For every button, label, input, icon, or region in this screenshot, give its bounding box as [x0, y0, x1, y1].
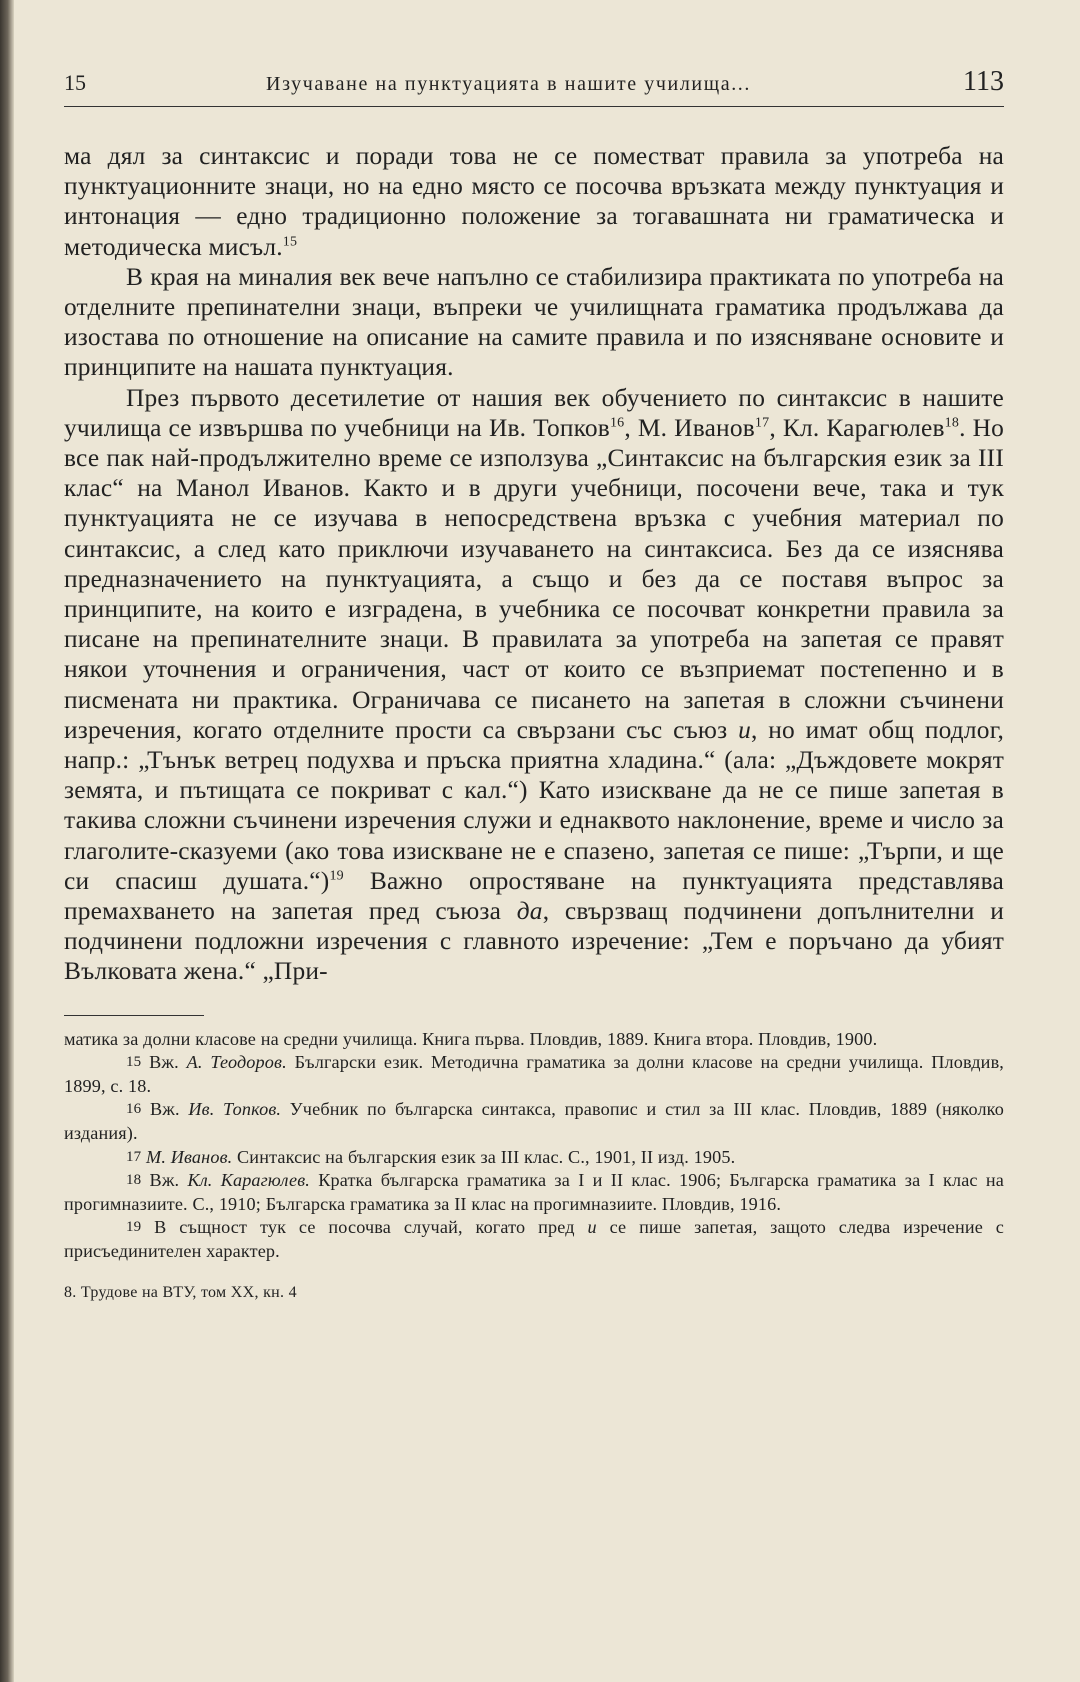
italic-conjunction-i: и — [738, 715, 751, 744]
footnote-ref-15: 15 — [282, 234, 298, 250]
footnote-ref-19: 19 — [329, 868, 344, 884]
running-header — [64, 66, 1004, 107]
italic-conjunction-da: да — [516, 897, 543, 926]
paragraph-3-part-d: . Но все пак най-продължително време се използува „Синтаксис на българския език за III клас“ на Манол Иванов. Както и в други учебници, посочени вече, така и тук пунктуацията не се изучава в непосредствена връзка с учебния материал по синтаксис, а след като приключи изучаването на синтаксиса. Без да се изяснява предназначението на пунктуацията, а също и без да се поставя въпрос за принципите, на които е изградена, в учебника се посочват конкретни правила за писане на препинателните знаци. В правилата за употреба на запетая се правят някои уточнения и ограничения, част от които се възприемат постепенно и в писмената ни практика. Ограничава се писането на запетая в сложни съчинени изречения, когато отделните прости са свързани със съюз — [64, 413, 1004, 744]
chapter-number: 15 — [64, 70, 86, 95]
paragraph-1-text: ма дял за синтаксис и поради това не се поместват правила за употреба на пунктуационните знаци, но на едно място се посочва връзката между пунктуация и интонация — едно традиционно положение за тогавашната ни граматическа и методическа мисъл. — [64, 142, 1004, 261]
footnote-continuation: матика за долни класове на средни училища. Книга първа. Пловдив, 1889. Книга втора. Пловдив, 1900. — [64, 1028, 878, 1049]
book-binding-edge — [0, 0, 14, 1682]
page — [64, 66, 1004, 1302]
footnote-author: Кл. Карагюлев. — [187, 1170, 310, 1191]
paragraph-3-part-e: , но имат общ подлог, напр.: „Тънък ветрец подухва и пръска приятна хладина.“ (ала: „Дъждовете мокрят земята, и пътищата се покриват с кал.“) Като изискване да не се пише запетая в такива сложни съчинени изречения служи и еднаквото наклонение, време и число за глаголите-сказуеми (ако това изискване не е спазено, запетая се пише: „Търпи, и ще си спасиш душата.“) — [64, 715, 1004, 895]
footnote-ref-18: 18 — [944, 415, 960, 431]
footnote-ref-17: 17 — [754, 415, 770, 431]
footnote-15 — [64, 1051, 1004, 1098]
paragraph-3-part-a: През първото десетилетие от нашия век обучението по синтаксис в нашите училища се извършва по учебници на Ив. Топков — [64, 383, 1004, 442]
paragraph-2: В края на миналия век вече напълно се стабилизира практиката по употреба на отделните препинателни знаци, въпреки че училищната граматика продължава да изостава по отношение на описание на самите правила и по изясняване основите и принципите на нашата пунктуация. — [64, 262, 1004, 382]
footnote-number: 17 — [126, 1148, 142, 1165]
footnote-author: А. Теодоров. — [186, 1052, 287, 1073]
footnote-text: се пише запетая, защото следва изречение с присъединителен характер. — [64, 1217, 1005, 1262]
paragraph-3 — [64, 383, 1004, 987]
footnote-number: 19 — [126, 1219, 142, 1236]
printer-signature: 8. Трудове на ВТУ, том XX, кн. 4 — [64, 1283, 297, 1301]
footnote-separator — [64, 1015, 204, 1016]
footnote-text: Синтаксис на българския език за III клас. С., 1901, II изд. 1905. — [237, 1146, 736, 1167]
paragraph-3-part-b: , М. Иванов — [624, 413, 755, 442]
paragraph-3-part-c: , Кл. Карагюлев — [769, 413, 945, 442]
paragraph-1 — [64, 141, 1004, 262]
paragraph-3-part-g: , свързващ подчинени допълнителни и подчинени подложни изречения с главното изречение: „Тем е поръчано да убият Вълковата жена.“ „При- — [64, 897, 1004, 986]
paragraph-3-part-f: Важно опростяване на пунктуацията представлява премахването на запетая пред съюза — [64, 866, 1005, 926]
footnote-text: Кратка българска граматика за I и II клас. 1906; Българска граматика за I клас на прогимназиите. С., 1910; Българска граматика за II клас на прогимназиите. Пловдив, 1916. — [64, 1170, 1004, 1214]
footnote-18 — [64, 1169, 1004, 1216]
footnote-number: 16 — [126, 1101, 142, 1118]
footnote-number: 15 — [126, 1054, 142, 1071]
footnote-text: Учебник по българска синтакса, правопис и стил за III клас. Пловдив, 1889 (няколко издания). — [64, 1099, 1004, 1144]
footnote-19 — [64, 1216, 1004, 1263]
footnote-17 — [64, 1146, 1004, 1170]
footnote-prefix: Вж. — [149, 1052, 179, 1073]
body-text — [64, 141, 1004, 987]
footnote-prefix: Вж. — [149, 1099, 180, 1120]
footnote-text: Български език. Методична граматика за долни класове на средни училища. Пловдив, 1899, с. 18. — [64, 1052, 1004, 1096]
footnotes — [64, 1028, 1004, 1264]
footnote-author: Ив. Топков. — [188, 1099, 282, 1120]
running-title: Изучаване на пунктуацията в нашите училища... — [266, 73, 751, 95]
footnote-italic: и — [587, 1217, 597, 1238]
footnote-author: М. Иванов. — [146, 1146, 233, 1167]
page-number: 113 — [963, 66, 1004, 97]
footnote-ref-16: 16 — [609, 415, 625, 431]
footnote-16 — [64, 1098, 1004, 1145]
footnote-prefix: Вж. — [149, 1170, 180, 1191]
footnote-number: 18 — [126, 1172, 142, 1189]
footnote-prefix: В същност тук се посочва случай, когато пред — [154, 1217, 575, 1238]
